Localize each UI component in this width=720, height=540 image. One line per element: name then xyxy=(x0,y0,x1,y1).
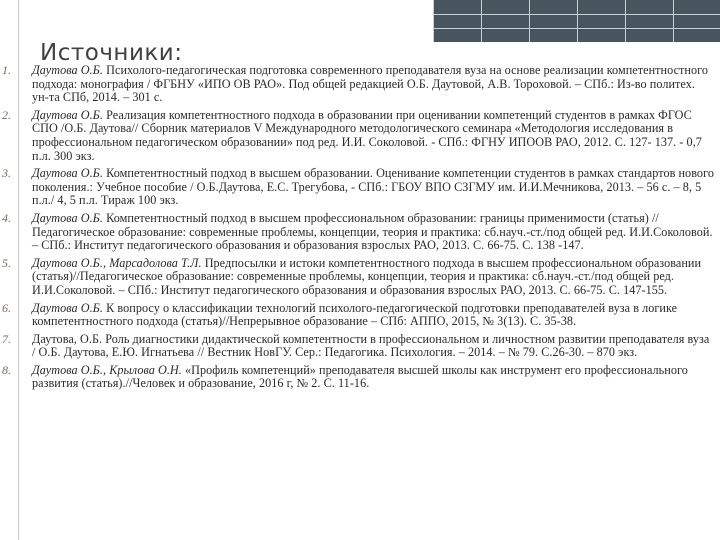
list-item xyxy=(2,212,714,253)
corner-decoration xyxy=(433,0,720,42)
item-text: Психолого-педагогическая подготовка современного преподавателя вуза на основе реализации компетентностного подхода: монография / ФГБНУ «ИПО ОВ РАО». Под общей редакцией О.Б. Даутовой, А.В. Тороховой. – СПб.: Из-во политех. ун-та СПб, 2014. – 301 с. xyxy=(32,63,709,105)
list-item xyxy=(2,64,714,105)
item-number: 5. xyxy=(2,255,12,270)
item-number: 2. xyxy=(2,107,12,122)
item-number: 6. xyxy=(2,300,12,315)
item-number: 4. xyxy=(2,210,12,225)
item-text: Даутова, О.Б. Роль диагностики дидактической компетентности в профессиональном и личностном развитии преподавателя вуза / О.Б. Даутова, Е.Ю. Игнатьева // Вестник НовГУ. Сер.: Педагогика. Психология. – 2014. – № 79. С.26-30. – 870 экз. xyxy=(32,331,710,360)
item-author: Даутова О.Б. xyxy=(32,63,104,77)
item-author: Даутова О.Б. xyxy=(32,107,104,122)
item-number: 1. xyxy=(2,63,12,77)
item-number: 8. xyxy=(2,362,12,377)
slide-title: Источники: xyxy=(40,40,183,66)
item-author: Даутова О.Б. xyxy=(32,300,104,315)
item-text: Компетентностный подход в высшем профессиональном образовании: границы применимости (статья) //Педагогическое образование: современные проблемы, концепции, теория и практика: сб.науч.-ст./под общей ред. И.И.Соколовой. – СПб.: Институт педагогического образования и образования взрослых РАО, 2013. С. 66-75. С. 138 -147. xyxy=(32,210,713,253)
sources-list xyxy=(2,64,714,395)
item-text: «Профиль компетенций» преподавателя высшей школы как инструмент его профессионального развития (статья).//Человек и образование, 2016 г, № 2. С. 11-16. xyxy=(32,362,688,391)
item-author: Даутова О.Б. xyxy=(32,210,104,225)
item-text: К вопросу о классификации технологий психолого-педагогической подготовки преподавателей вуза в логике компетентностного подхода (статья)//Непрерывное образование – СПб: АППО, 2015, № 3(13). С. 35-38. xyxy=(32,300,678,329)
list-item xyxy=(2,167,714,208)
item-text: Предпосылки и истоки компетентностного подхода в высшем профессиональном образовании (статья)//Педагогическое образование: современные проблемы, концепции, теория и практика: сб.науч.-ст./под общей ред. И.И.Соколовой. – СПб.: Институт педагогического образования и образования взрослых РАО, 2013. С. 66-75. С. 147-155. xyxy=(32,255,702,297)
item-number: 3. xyxy=(2,166,12,181)
item-text: Реализация компетентностного подхода в образовании при оценивании компетенций студентов в рамках ФГОС СПО /О.Б. Даутова// Сборник материалов V Международного методологического семинара «Методология исследования в профессиональном педагогическом образовании» под ред. И.И. Соколовой. - СПб.: ФГНУ ИПООВ РАО, 2012. С. 127- 137. - 0,7 п.л. 300 экз. xyxy=(32,107,702,163)
list-item xyxy=(2,109,714,163)
list-item xyxy=(2,257,714,298)
list-item xyxy=(2,364,714,391)
item-text: Компетентностный подход в высшем образовании. Оценивание компетенции студентов в рамках стандартов нового поколения.: Учебное пособие / О.Б.Даутова, Е.С. Трегубова, - СПб.: ГБОУ ВПО СЗГМУ им. И.И.Мечникова, 2013. – 56 с. – 8, 5 п.л./ 4, 5 п.л. Тираж 100 экз. xyxy=(32,166,714,208)
item-author: Даутова О.Б., Крылова О.Н. xyxy=(32,362,182,377)
item-author: Даутова О.Б. xyxy=(32,166,104,181)
item-author: Даутова О.Б., Марсадолова Т.Л. xyxy=(32,255,202,270)
list-item xyxy=(2,302,714,329)
item-number: 7. xyxy=(2,331,12,346)
list-item xyxy=(2,333,714,360)
